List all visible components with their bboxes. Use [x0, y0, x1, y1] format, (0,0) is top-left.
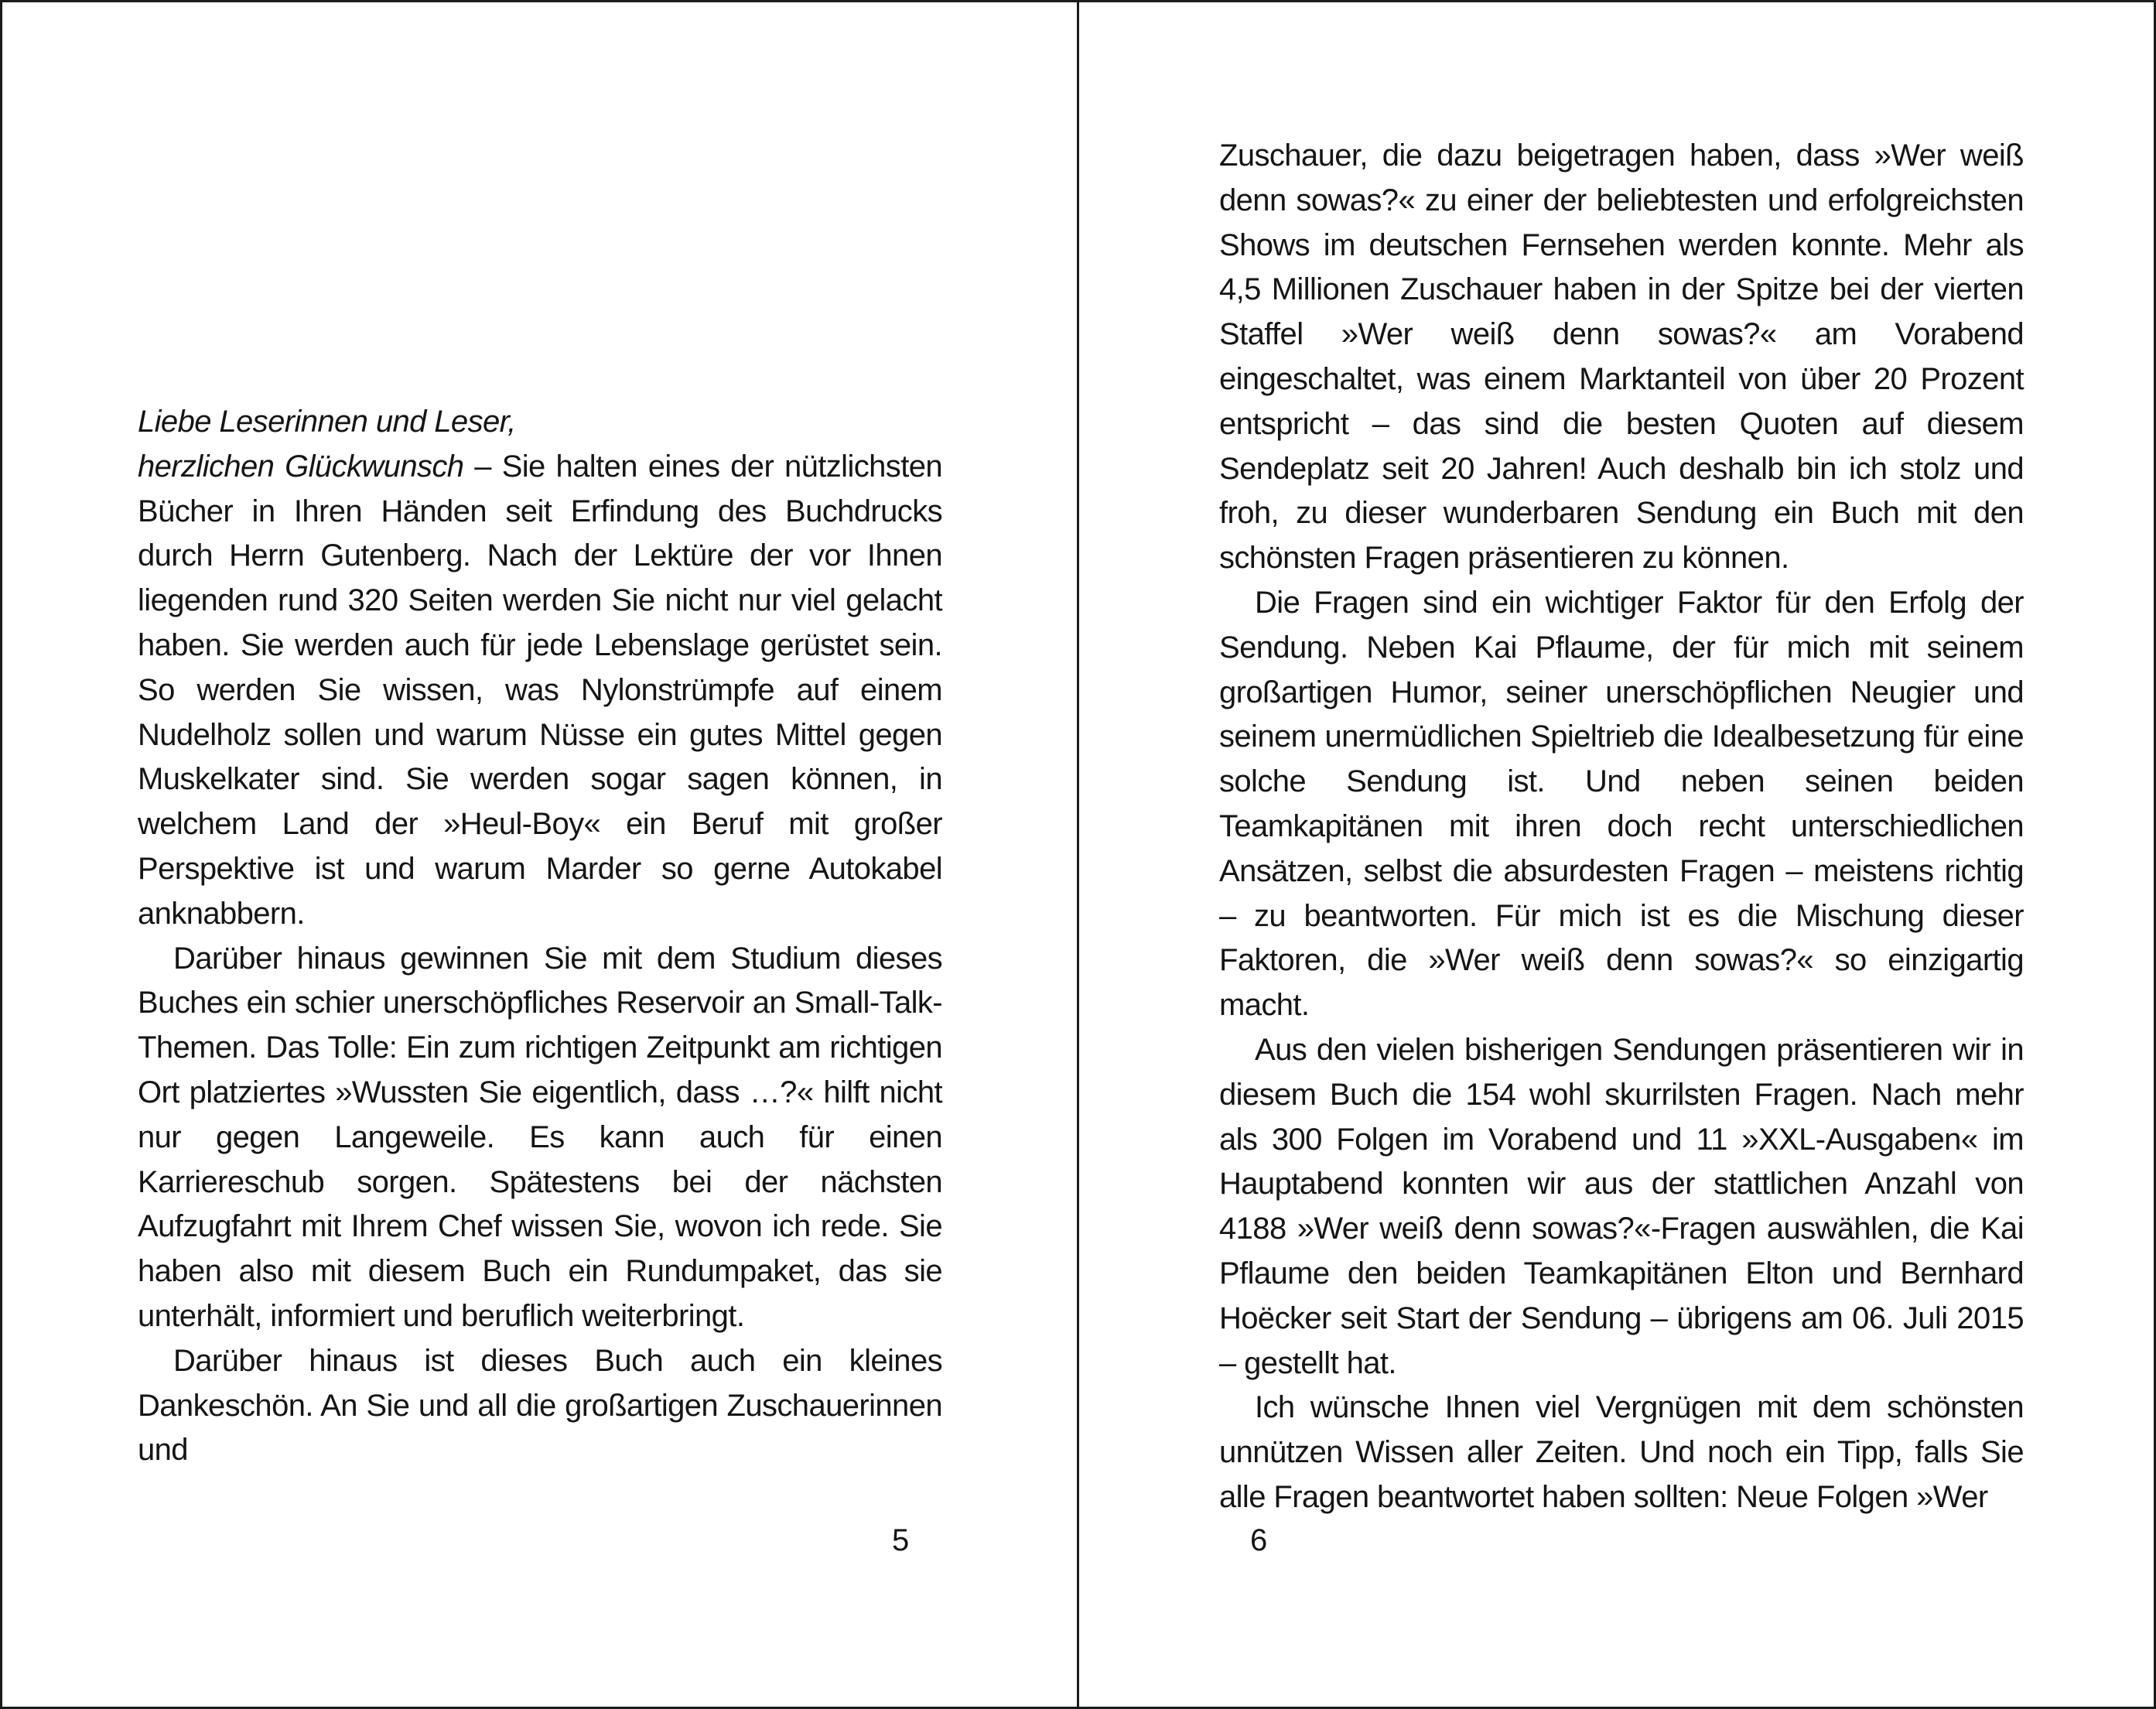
page-number: 6	[1250, 1523, 1268, 1557]
paragraph: Ich wünsche Ihnen viel Vergnügen mit dem schönsten unnützen Wissen aller Zeiten. Und noch ein Tipp, falls Sie alle Fragen beantwortet haben sollten: Neue Folgen »Wer	[1219, 1390, 2024, 1514]
paragraph: Aus den vielen bisherigen Sendungen präsentieren wir in diesem Buch die 154 wohl skurrilsten Fragen. Nach mehr als 300 Folgen im Vorabend und 11 »XXL-Ausgaben« im Hauptabend konnten wir aus der stattlichen Anzahl von 4188 »Wer weiß denn sowas?«-Fragen auswählen, die Kai Pflaume den beiden Teamkapitänen Elton und Bernhard Hoëcker seit Start der Sendung – übrigens am 06. Juli 2015 – gestellt hat.	[1219, 1032, 2024, 1380]
left-page-text	[138, 400, 942, 1473]
paragraph	[138, 445, 942, 937]
right-page	[1079, 2, 2156, 1707]
paragraph: Darüber hinaus gewinnen Sie mit dem Studium dieses Buches ein schier unerschöpfliches Reservoir an Small-Talk-Themen. Das Tolle: Ein zum richtigen Zeitpunkt am richtigen Ort platziertes »Wussten Sie eigentlich, dass …?« hilft nicht nur gegen Langeweile. Es kann auch für einen Karriereschub sorgen. Spätestens bei der nächsten Aufzugfahrt mit Ihrem Chef wissen Sie, wovon ich rede. Sie haben also mit diesem Buch ein Rundumpaket, das sie unterhält, informiert und beruflich weiterbringt.	[138, 941, 942, 1333]
salutation: Liebe Leserinnen und Leser,	[138, 405, 516, 439]
paragraph: Darüber hinaus ist dieses Buch auch ein kleines Dankeschön. An Sie und all die großartigen Zuschauerinnen und	[138, 1343, 942, 1468]
page-number: 5	[892, 1523, 910, 1557]
paragraph-text: – Sie halten eines der nützlichsten Bücher in Ihren Händen seit Erfindung des Buchdrucks durch Herrn Gutenberg. Nach der Lektüre der vor Ihnen liegenden rund 320 Seiten werden Sie nicht nur viel gelacht haben. Sie werden auch für jede Lebenslage gerüstet sein. So werden Sie wissen, was Nylonstrümpfe auf einem Nudelholz sollen und warum Nüsse ein gutes Mittel gegen Muskelkater sind. Sie werden sogar sagen können, in welchem Land der »Heul-Boy« ein Beruf mit großer Perspektive ist und warum Marder so gerne Autokabel anknabbern.	[138, 449, 943, 931]
paragraph-emphasis: herzlichen Glückwunsch	[138, 449, 464, 484]
right-page-text	[1219, 134, 2024, 1520]
paragraph: Zuschauer, die dazu beigetragen haben, dass »Wer weiß denn sowas?« zu einer der beliebtesten und erfolgreichsten Shows im deutschen Fernsehen werden konnte. Mehr als 4,5 Millionen Zuschauer haben in der Spitze bei der vierten Staffel »Wer weiß denn sowas?« am Vorabend eingeschaltet, was einem Marktanteil von über 20 Prozent entspricht – das sind die besten Quoten auf diesem Sendeplatz seit 20 Jahren! Auch deshalb bin ich stolz und froh, zu dieser wunderbaren Sendung ein Buch mit den schönsten Fragen präsentieren zu können.	[1219, 138, 2024, 576]
left-page	[2, 2, 1077, 1707]
paragraph: Die Fragen sind ein wichtiger Faktor für den Erfolg der Sendung. Neben Kai Pflaume, der für mich mit seinem großartigen Humor, seiner unerschöpflichen Neugier und seinem unermüdlichen Spieltrieb die Idealbesetzung für eine solche Sendung ist. Und neben seinen beiden Teamkapitänen mit ihren doch recht unterschiedlichen Ansätzen, selbst die absurdesten Fragen – meistens richtig – zu beantworten. Für mich ist es die Mischung dieser Faktoren, die »Wer weiß denn sowas?« so einzigartig macht.	[1219, 585, 2024, 1023]
